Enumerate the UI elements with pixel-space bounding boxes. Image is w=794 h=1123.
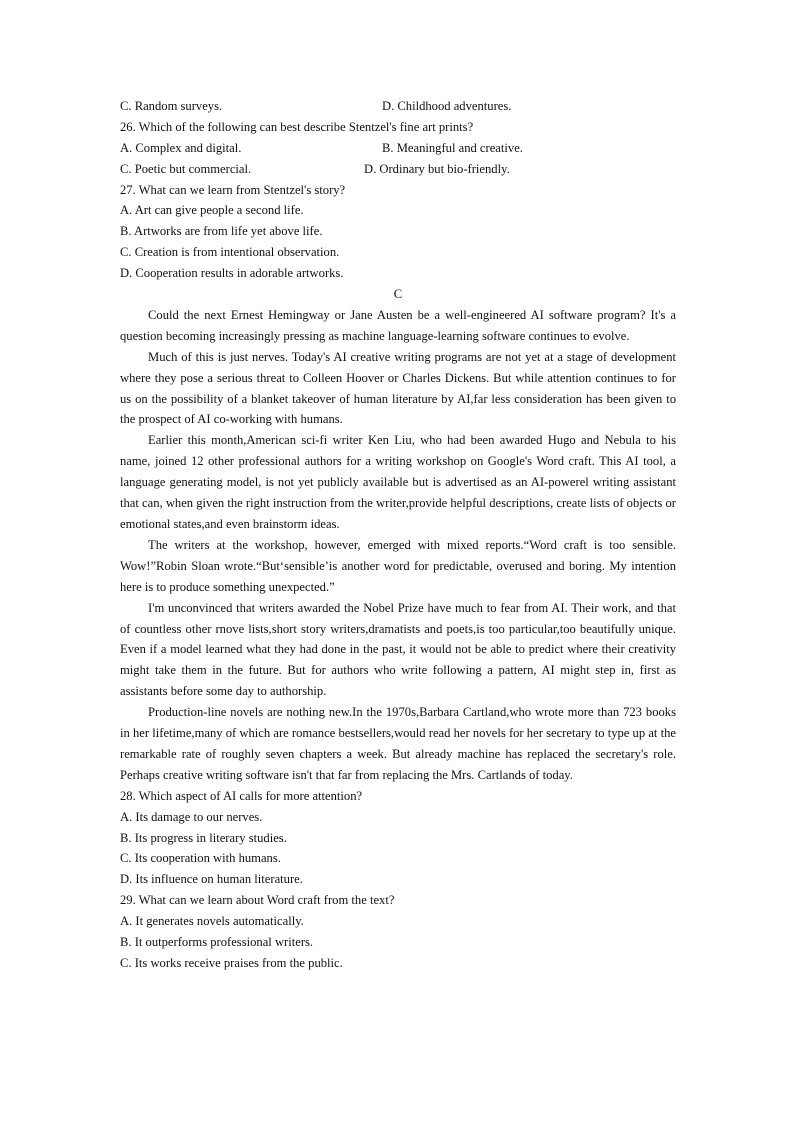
q28-stem: 28. Which aspect of AI calls for more attention? xyxy=(120,788,363,803)
q28-option-a[interactable]: A. Its damage to our nerves. xyxy=(120,809,263,824)
q25-option-d[interactable]: D. Childhood adventures. xyxy=(382,99,512,113)
q27-stem: 27. What can we learn from Stentzel's story? xyxy=(120,182,346,197)
q29-option-a[interactable]: A. It generates novels automatically. xyxy=(120,914,304,929)
q26-options-cd xyxy=(120,159,676,180)
q26-option-d[interactable]: D. Ordinary but bio-friendly. xyxy=(364,161,510,176)
q28-option-c[interactable]: C. Its cooperation with humans. xyxy=(120,851,281,866)
q27-option-c[interactable]: C. Creation is from intentional observation. xyxy=(120,245,340,260)
q27-option-d[interactable]: D. Cooperation results in adorable artworks. xyxy=(120,266,344,281)
q28-option-b[interactable]: B. Its progress in literary studies. xyxy=(120,830,287,845)
passage-paragraph-4: The writers at the workshop, however, emerged with mixed reports.“Word craft is too sensible. Wow!”Robin Sloan wrote.“But‘sensible’is another word for predictable, overused and boring. My intention here is to produce something unexpected.” xyxy=(120,537,676,594)
section-label: C xyxy=(393,287,403,302)
passage-paragraph-2: Much of this is just nerves. Today's AI creative writing programs are not yet at a stage of development where they pose a serious threat to Colleen Hoover or Charles Dickens. But while attention continues to for us on the possibility of a blanket takeover of human literature by AI,far less consideration has been given to the prospect of AI co-working with humans. xyxy=(120,349,676,427)
passage-paragraph-3: Earlier this month,American sci-fi writer Ken Liu, who had been awarded Hugo and Nebula to his name, joined 12 other professional authors for a writing workshop on Google's Word craft. This AI tool, a language generating model, is not yet publicly available but is advertised as an AI-powerel writing assistant that can, when given the right instruction from the writer,provide helpful descriptions, create lists of objects or emotional states,and even brainstorm ideas. xyxy=(120,433,676,531)
q29-option-c[interactable]: C. Its works receive praises from the public. xyxy=(120,955,343,970)
q25-option-c[interactable]: C. Random surveys. xyxy=(120,99,223,113)
q28-option-d[interactable]: D. Its influence on human literature. xyxy=(120,872,303,887)
q27-option-a[interactable]: A. Art can give people a second life. xyxy=(120,203,304,218)
q29-option-b[interactable]: B. It outperforms professional writers. xyxy=(120,934,314,949)
q27-option-b[interactable]: B. Artworks are from life yet above life. xyxy=(120,224,323,239)
q26-option-c[interactable]: C. Poetic but commercial. xyxy=(120,161,252,176)
passage-paragraph-5: I'm unconvinced that writers awarded the Nobel Prize have much to fear from AI. Their work, and that of countless other rnove lists,short story writers,dramatists and poets,is too particular,too beautifully unique. Even if a model learned what they had done in the past, it would not be able to predict where their creativity might take them in the future. But for authors who write following a pattern, AI might step in, first as assistants before some day to authorship. xyxy=(120,600,676,699)
passage-paragraph-6: Production-line novels are nothing new.In the 1970s,Barbara Cartland,who wrote more than 723 books in her lifetime,many of which are romance bestsellers,would read her novels for her secretary to type up at the remarkable rate of roughly seven chapters a week. But already machine has replaced the secretary's role. Perhaps creative writing software isn't that far from replacing the Mrs. Cartlands of today. xyxy=(120,705,676,782)
q26-options-ab xyxy=(120,138,676,159)
page-content xyxy=(120,96,676,974)
q26-stem: 26. Which of the following can best describe Stentzel's fine art prints? xyxy=(120,119,474,134)
passage-paragraph-1: Could the next Ernest Hemingway or Jane Austen be a well-engineered AI software program? It's a question becoming increasingly pressing as machine language-learning software continues to evolve. xyxy=(120,307,676,343)
q26-option-a[interactable]: A. Complex and digital. xyxy=(120,140,242,155)
q29-stem: 29. What can we learn about Word craft from the text? xyxy=(120,893,395,908)
q26-option-b[interactable]: B. Meaningful and creative. xyxy=(382,140,523,155)
q25-options-cd xyxy=(120,96,676,117)
